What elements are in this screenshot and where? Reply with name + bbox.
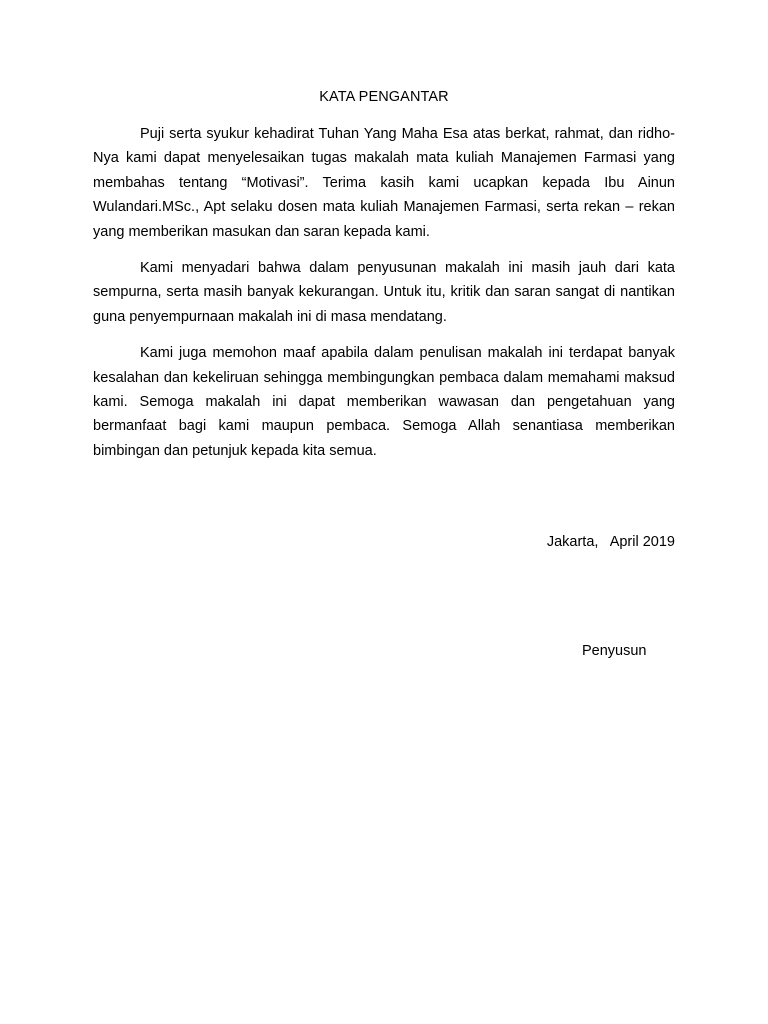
paragraph-1: Puji serta syukur kehadirat Tuhan Yang Maha Esa atas berkat, rahmat, dan ridho-Nya kami dapat menyelesaikan tugas makalah mata kuliah Manajemen Farmasi yang membahas tentang “Motivasi”. Terima kasih kami ucapkan kepada Ibu Ainun Wulandari.MSc., Apt selaku dosen mata kuliah Manajemen Farmasi, serta rekan – rekan yang memberikan masukan dan saran kepada kami. [93, 126, 675, 240]
closing-place-date: Jakarta, April 2019 [546, 534, 675, 550]
paragraph-3: Kami juga memohon maaf apabila dalam penulisan makalah ini terdapat banyak kesalahan dan kekeliruan sehingga membingungkan pembaca dalam memahami maksud kami. Semoga makalah ini dapat memberikan wawasan dan pengetahuan yang bermanfaat bagi kami maupun pembaca. Semoga Allah senantiasa memberikan bimbingan dan petunjuk kepada kita semua. [93, 345, 675, 459]
page-title: KATA PENGANTAR [319, 89, 449, 105]
closing-signer: Penyusun [582, 643, 647, 659]
paragraph-2: Kami menyadari bahwa dalam penyusunan makalah ini masih jauh dari kata sempurna, serta masih banyak kekurangan. Untuk itu, kritik dan saran sangat di nantikan guna penyempurnaan makalah ini di masa mendatang. [93, 260, 675, 325]
document-body [93, 122, 675, 475]
